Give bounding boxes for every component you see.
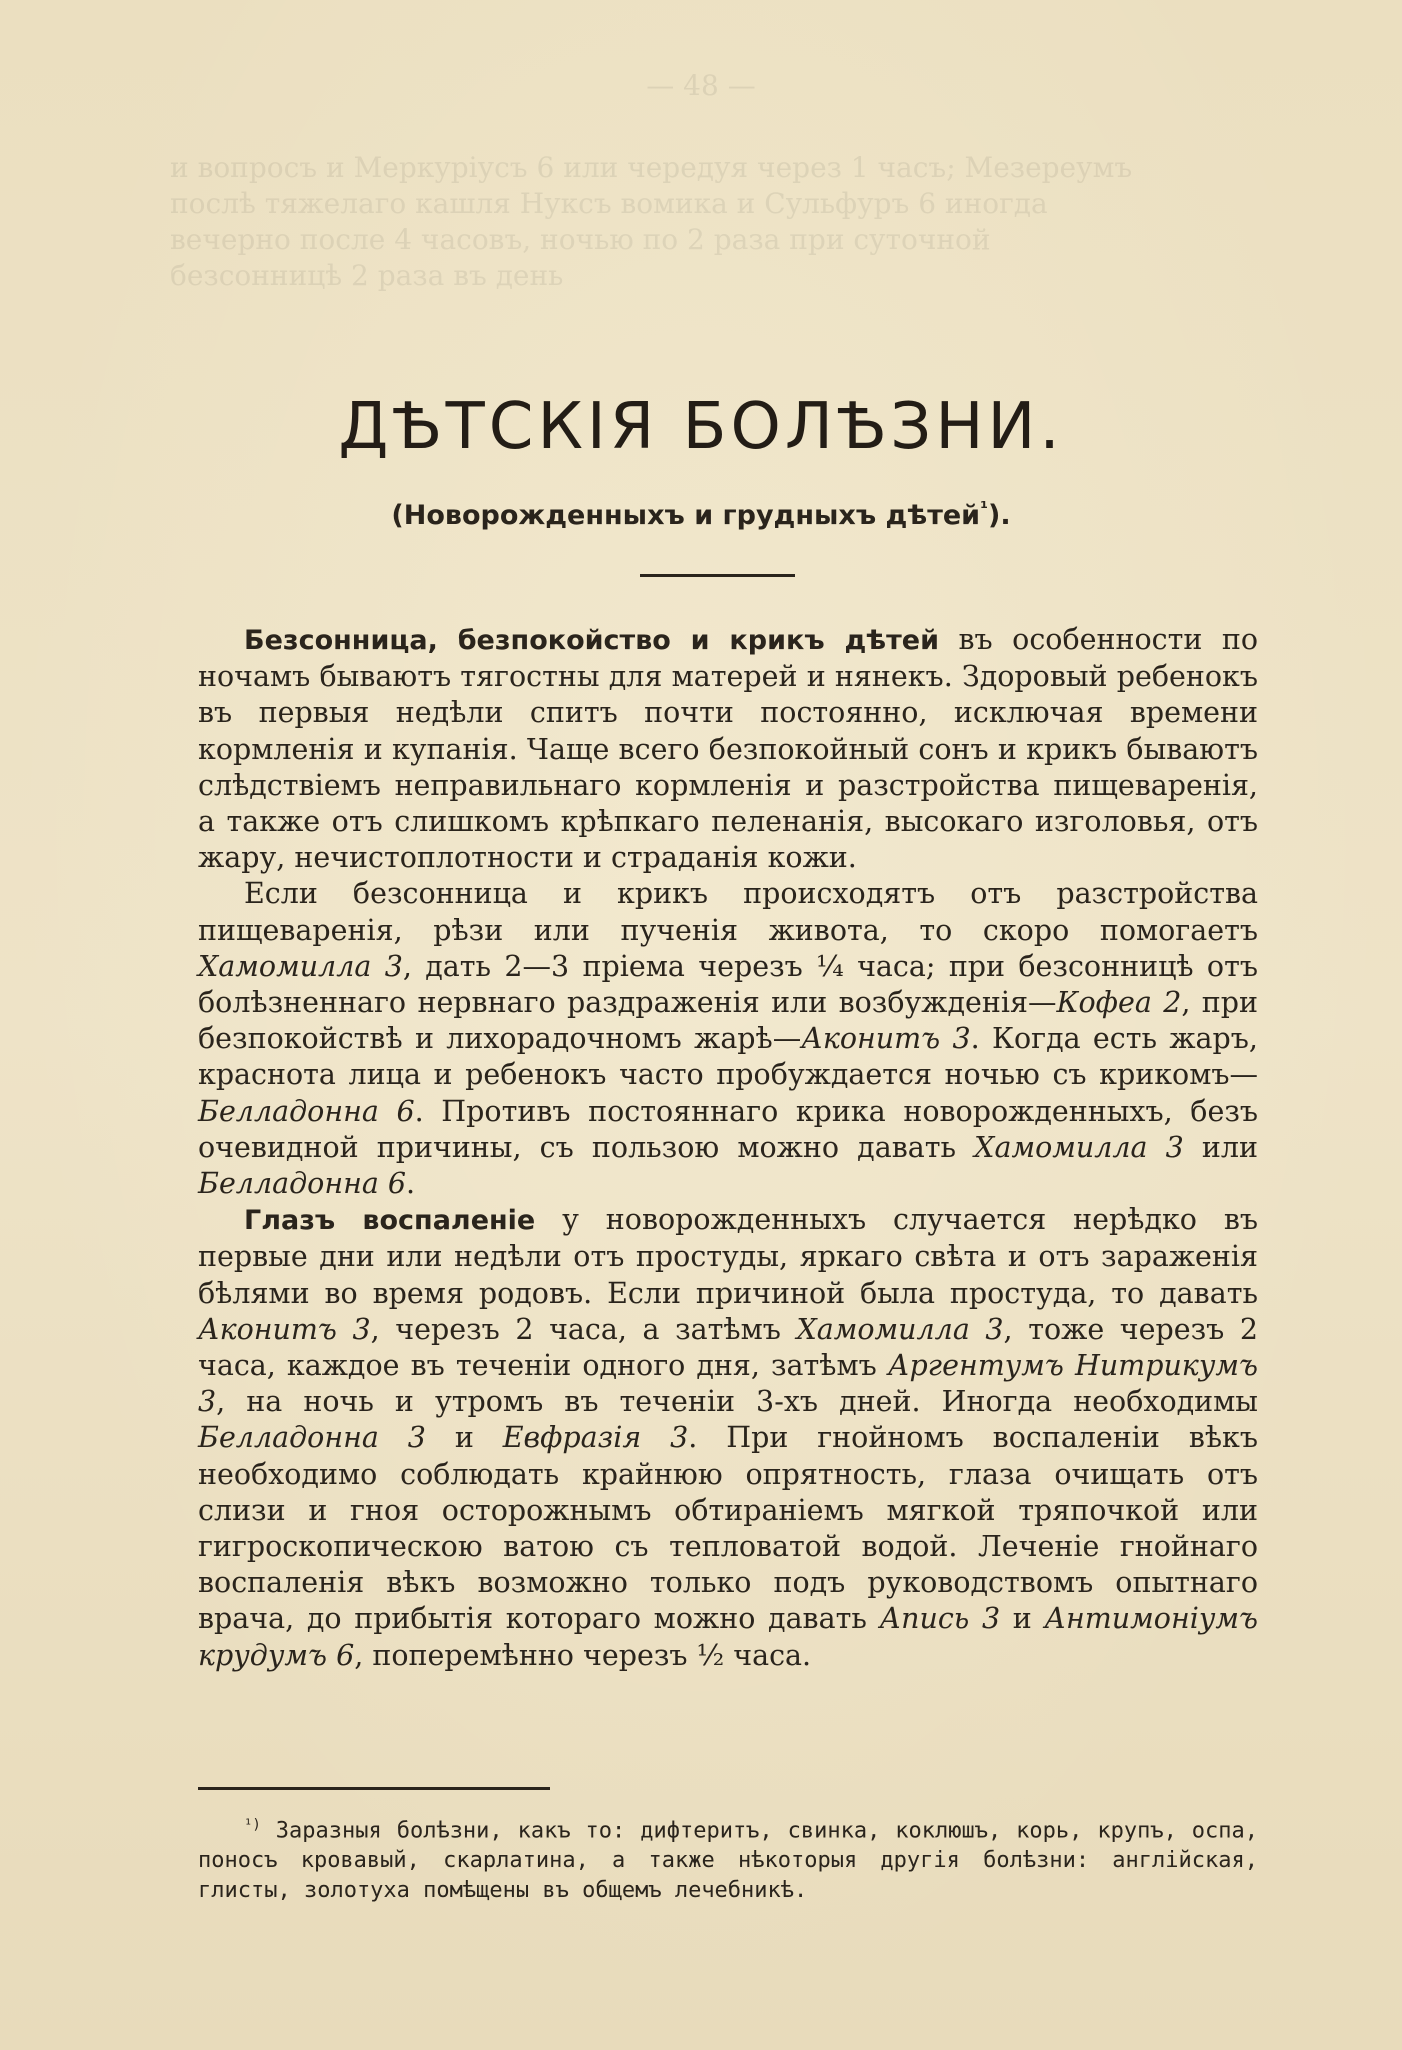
chapter-subtitle [0, 498, 1402, 531]
paragraph-text: , на ночь и утромъ въ теченіи 3-хъ дней. Иногда необходимы [216, 1385, 1258, 1419]
bleed-through-line: и вопросъ и Меркуріусъ 6 или чередуя через 1 часъ; Мезереумъ [170, 151, 1133, 184]
paragraph-text: и [1000, 1602, 1045, 1636]
footnote-mark: ¹) [244, 1817, 261, 1833]
footnote-text [198, 1810, 1258, 1906]
remedy-name: Хамомилла 3 [198, 949, 403, 983]
footnote [198, 1810, 1258, 1906]
paragraph-text: . При гнойномъ воспаленіи вѣкъ необходимо соблюдать крайнюю опрятность, глаза очищать отъ слизи и гноя осторожнымъ обтираніемъ мягкой тряпочкой или гигроскопическою ватою съ тепловатой водой. Леченіе гнойнаго воспаленія вѣкъ возможно только подъ руководствомъ опытнаго врача, до прибытія котораго можно давать [198, 1421, 1258, 1636]
footnote-reference: ¹ [980, 498, 988, 519]
remedy-name: Кофеа 2 [1056, 986, 1182, 1020]
bleed-through-line: безсонницѣ 2 раза въ день [170, 259, 564, 292]
paragraph-text: , поперемѣнно черезъ ½ часа. [354, 1638, 812, 1672]
remedy-name: Аконитъ 3 [801, 1022, 971, 1056]
footnote-divider [198, 1787, 550, 1790]
paragraph-eye-inflammation [198, 1202, 1258, 1674]
paragraph-text: или [1183, 1130, 1259, 1164]
bleed-through-line: вечерно после 4 часовъ, ночью по 2 раза при суточной [170, 223, 991, 256]
footnote-body: Заразныя болѣзни, какъ то: дифтеритъ, свинка, коклюшъ, корь, крупъ, оспа, поносъ кровавый, скарлатина, а также нѣкоторыя другія болѣзни: англійская, глисты, золотуха помѣщены въ общемъ лечебникѣ. [198, 1818, 1258, 1904]
paragraph-text: въ особенности по ночамъ бываютъ тягостны для матерей и нянекъ. Здоровый ребенокъ въ первыя недѣли спитъ почти постоянно, исключая времени кормленія и купанія. Чаще всего безпокойный сонъ и крикъ бываютъ слѣдствіемъ неправильнаго кормленія и разстройства пищеваренія, а также отъ слишкомъ крѣпкаго пеленанія, высокаго изголовья, отъ жару, нечистоплотности и страданія кожи. [198, 623, 1258, 875]
title-divider [640, 574, 795, 577]
paragraph-remedies [198, 876, 1258, 1202]
article-body [198, 622, 1258, 1674]
remedy-name: Евфразія 3 [502, 1421, 689, 1455]
paragraph-text: , черезъ 2 часа, а затѣмъ [370, 1312, 797, 1346]
remedy-name: Антимоніумъ крудумъ 6 [198, 1602, 1258, 1672]
remedy-name: Аргентумъ Нитрикумъ 3 [198, 1349, 1258, 1419]
paragraph-text: , при безпокойствѣ и лихорадочномъ жарѣ— [198, 986, 1258, 1056]
paragraph-text: и [425, 1421, 503, 1455]
chapter-title: ДѢТСКІЯ БОЛѢЗНИ. [338, 390, 1064, 464]
remedy-name: Белладонна 3 [198, 1421, 426, 1455]
paragraph-text: . Противъ постояннаго крика новорожденныхъ, безъ очевидной причины, съ пользою можно давать [198, 1094, 1258, 1164]
remedy-name: Белладонна 6 [198, 1094, 415, 1128]
bleed-through-line: послѣ тяжелаго кашля Нуксъ вомика и Сульфуръ 6 иногда [170, 187, 1048, 220]
bleed-through-header: — 48 — [646, 69, 756, 102]
remedy-name: Апись 3 [879, 1602, 1001, 1636]
paragraph-text: , дать 2—3 пріема черезъ ¼ часа; при безсонницѣ отъ болѣзненнаго нервнаго раздраженія или возбужденія— [198, 949, 1258, 1020]
paragraph-text: , тоже черезъ 2 часа, каждое въ теченіи одного дня, затѣмъ [198, 1312, 1259, 1383]
subtitle-text: (Новорожденныхъ и грудныхъ дѣтей [391, 500, 981, 531]
remedy-name: Хамомилла 3 [974, 1130, 1184, 1164]
paragraph-insomnia [198, 622, 1258, 876]
remedy-name: Хамомилла 3 [796, 1312, 1004, 1346]
paragraph-heading: Глазъ воспаленіе [244, 1205, 536, 1237]
remedy-name: Белладонна 6 [198, 1167, 407, 1201]
paragraph-text: . Когда есть жаръ, краснота лица и ребенокъ часто пробуждается ночью съ крикомъ— [198, 1022, 1258, 1092]
subtitle-close: ). [987, 500, 1011, 531]
paragraph-text: Если безсонница и крикъ происходятъ отъ разстройства пищеваренія, рѣзи или пученія живота, то скоро помогаетъ [198, 877, 1258, 947]
paragraph-text: у новорожденныхъ случается нерѣдко въ первые дни или недѣли отъ простуды, яркаго свѣта и отъ зараженія бѣлями во время родовъ. Если причиной была простуда, то давать [198, 1203, 1258, 1310]
remedy-name: Аконитъ 3 [198, 1312, 371, 1346]
paragraph-text: . [406, 1167, 416, 1201]
paragraph-heading: Безсонница, безпокойство и крикъ дѣтей [244, 625, 939, 656]
